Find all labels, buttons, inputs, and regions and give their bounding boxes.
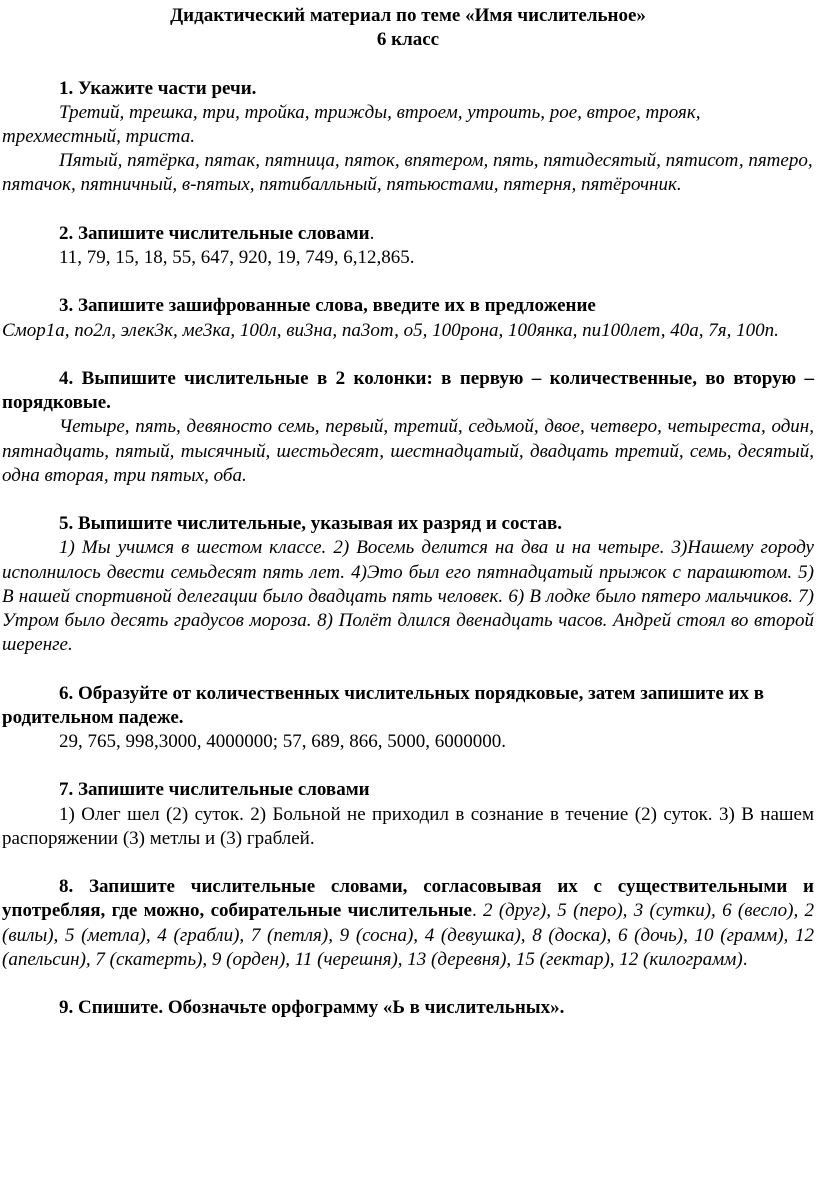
task-2-heading-line xyxy=(2,222,814,246)
task-6-text: 29, 765, 998,3000, 4000000; 57, 689, 866, 5000, 6000000. xyxy=(59,731,507,752)
task-7-heading: 7. Запишите числительные словами xyxy=(59,779,370,801)
spacer xyxy=(2,270,814,294)
document-title: Дидактический материал по теме «Имя числительное» xyxy=(170,5,646,26)
task-6 xyxy=(2,682,814,755)
task-7 xyxy=(2,778,814,851)
task-6-heading: 6. Образуйте от количественных числительных порядковые, затем запишите их в родительном падеже. xyxy=(2,682,764,728)
task-3 xyxy=(2,294,814,342)
document-subtitle: 6 класс xyxy=(376,29,440,51)
task-1-text-2: Пятый, пятёрка, пятак, пятница, пяток, впятером, пять, пятидесятый, пятисот, пятеро, пятачок, пятничный, в-пятых, пятибалльный, пятьюстами, пятерня, пятёрочник. xyxy=(2,150,813,196)
task-1-text-1: Третий, трешка, три, тройка, трижды, втроем, утроить, рое, втрое, трояк, трехместный, триста. xyxy=(2,101,701,147)
spacer xyxy=(2,198,814,222)
spacer xyxy=(2,343,814,367)
task-2-text: 11, 79, 15, 18, 55, 647, 920, 19, 749, 6,12,865. xyxy=(59,247,415,268)
task-3-text: Смор1а, по2л, элек3к, ме3ка, 100л, ви3на, па3от, о5, 100рона, 100янка, пи100лет, 40а, 7я, 100п. xyxy=(2,319,779,341)
spacer xyxy=(2,972,814,996)
spacer xyxy=(2,657,814,681)
task-8-heading-line xyxy=(2,875,814,972)
task-5 xyxy=(2,512,814,657)
task-5-text: 1) Мы учимся в шестом классе. 2) Восемь делится на два и на четыре. 3)Нашему городу исполнилось двести семьдесят пять лет. 4)Это был его пятнадцатый прыжок с парашютом. 5) В нашей спортивной делегации было двадцать пять человек. 6) В лодке было пятеро мальчиков. 7) Утром было десять градусов мороза. 8) Полёт длился двенадцать часов. Андрей стоял во второй шеренге. xyxy=(2,537,814,656)
task-9 xyxy=(2,996,814,1020)
task-1 xyxy=(2,77,814,198)
task-2-heading: 2. Запишите числительные словами xyxy=(59,222,370,244)
spacer xyxy=(2,851,814,875)
task-4 xyxy=(2,367,814,488)
task-2-heading-dot: . xyxy=(369,222,375,244)
task-1-heading: 1. Укажите части речи. xyxy=(59,77,257,99)
task-5-heading: 5. Выпишите числительные, указывая их разряд и состав. xyxy=(59,513,562,535)
task-4-heading: 4. Выпишите числительные в 2 колонки: в первую – количественные, во вторую – порядковые. xyxy=(2,367,814,414)
task-7-text: 1) Олег шел (2) суток. 2) Больной не приходил в сознание в течение (2) суток. 3) В нашем распоряжении (3) метлы и (3) граблей. xyxy=(2,803,814,849)
task-8 xyxy=(2,875,814,972)
task-8-text: 2 (друг), 5 (перо), 3 (сутки), 6 (весло), 2 (вилы), 5 (метла), 4 (грабли), 7 (петля), 9 (сосна), 4 (девушка), 8 (доска), 6 (дочь), 10 (грамм), 12 (апельсин), 7 (скатерть), 9 (орден), 11 (черешня), 13 (деревня), 15 (гектар), 12 (килограмм) xyxy=(2,900,815,970)
task-9-heading: 9. Спишите. Обозначьте орфограмму «Ь в числительных». xyxy=(59,997,565,1019)
spacer xyxy=(2,488,814,512)
spacer xyxy=(2,754,814,778)
task-4-text: Четыре, пять, девяносто семь, первый, третий, седьмой, двое, четверо, четыреста, один, пятнадцать, пятый, тысячный, шестьдесят, шестнадцатый, двадцать третий, семь, десятый, одна вторая, три пятых, оба. xyxy=(2,416,814,486)
task-3-heading: 3. Запишите зашифрованные слова, введите их в предложение xyxy=(59,295,596,317)
task-8-heading-dot: . xyxy=(471,900,477,922)
task-8-heading: 8. Запишите числительные словами, согласовывая их с существительными и употребляя, где можно, собирательные числительные xyxy=(2,876,814,922)
task-2 xyxy=(2,222,814,270)
task-8-text-dot: . xyxy=(742,948,748,970)
spacer xyxy=(2,52,814,76)
